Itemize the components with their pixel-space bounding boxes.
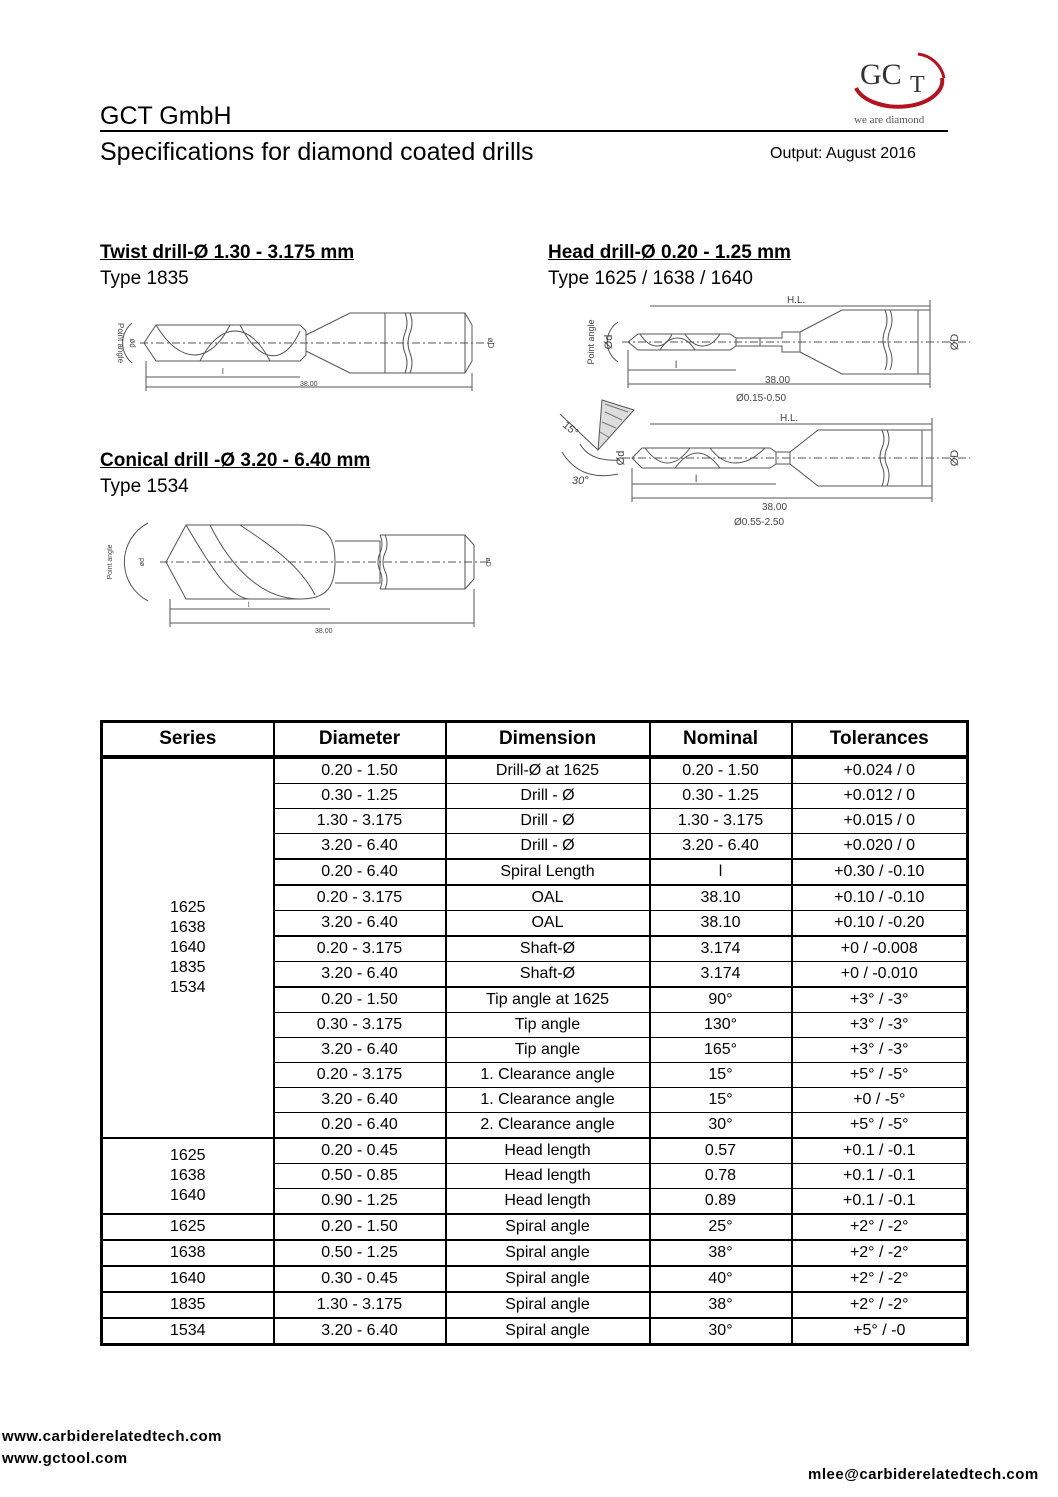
tolerance-cell: +0.012 / 0 bbox=[792, 784, 968, 809]
tolerance-cell: +0.1 / -0.1 bbox=[792, 1164, 968, 1189]
dimension-cell: Drill - Ø bbox=[446, 809, 650, 834]
diameter-cell: 0.30 - 3.175 bbox=[274, 1013, 446, 1038]
diameter-cell: 3.20 - 6.40 bbox=[274, 911, 446, 937]
table-row bbox=[102, 1318, 968, 1345]
nominal-cell: 130° bbox=[650, 1013, 792, 1038]
twist-drill-type: Type 1835 bbox=[100, 268, 189, 289]
nominal-cell: 3.174 bbox=[650, 962, 792, 988]
dimension-cell: Head length bbox=[446, 1189, 650, 1215]
dimension-cell: Spiral angle bbox=[446, 1318, 650, 1345]
gct-logo bbox=[848, 48, 952, 128]
diameter-cell: 3.20 - 6.40 bbox=[274, 1088, 446, 1113]
dimension-cell: Spiral angle bbox=[446, 1266, 650, 1292]
nominal-cell: 15° bbox=[650, 1063, 792, 1088]
dimension-cell: Tip angle bbox=[446, 1038, 650, 1063]
conical-drill-type: Type 1534 bbox=[100, 476, 189, 497]
tolerance-cell: +0.30 / -0.10 bbox=[792, 859, 968, 885]
table-row bbox=[102, 1292, 968, 1318]
company-name: GCT GmbH bbox=[100, 102, 232, 130]
dimension-cell: 1. Clearance angle bbox=[446, 1088, 650, 1113]
head2-l-label: l bbox=[695, 474, 698, 485]
head2-hl-label: H.L. bbox=[780, 413, 799, 424]
tolerance-cell: +0.10 / -0.20 bbox=[792, 911, 968, 937]
series-cell bbox=[102, 1214, 274, 1240]
tolerance-cell: +3° / -3° bbox=[792, 1038, 968, 1063]
conical-l-label: l bbox=[248, 602, 250, 609]
series-cell bbox=[102, 1266, 274, 1292]
tolerance-cell: +2° / -2° bbox=[792, 1292, 968, 1318]
diameter-cell: 0.30 - 1.25 bbox=[274, 784, 446, 809]
diameter-cell: 1.30 - 3.175 bbox=[274, 1292, 446, 1318]
twist-drill-title: Twist drill-Ø 1.30 - 3.175 mm bbox=[100, 242, 355, 263]
series-number: 1638 bbox=[169, 919, 206, 936]
website-link-2[interactable]: www.gctool.com bbox=[2, 1450, 128, 1467]
head1-hl-label: H.L. bbox=[787, 295, 806, 306]
diameter-cell: 0.20 - 0.45 bbox=[274, 1138, 446, 1164]
diameter-cell: 0.50 - 0.85 bbox=[274, 1164, 446, 1189]
series-number: 1625 bbox=[169, 1147, 206, 1164]
head1-len-label: 38.00 bbox=[765, 375, 791, 386]
head2-angle-30: 30° bbox=[572, 475, 589, 487]
conical-drill-title: Conical drill -Ø 3.20 - 6.40 mm bbox=[100, 450, 371, 471]
dimension-cell: 1. Clearance angle bbox=[446, 1063, 650, 1088]
tolerance-cell: +0 / -5° bbox=[792, 1088, 968, 1113]
spec-table bbox=[100, 720, 969, 1346]
dimension-cell: Shaft-Ø bbox=[446, 936, 650, 962]
nominal-cell: 15° bbox=[650, 1088, 792, 1113]
head1-l-label: l bbox=[675, 360, 678, 371]
diameter-cell: 1.30 - 3.175 bbox=[274, 809, 446, 834]
series-number: 1534 bbox=[169, 979, 206, 996]
tolerance-cell: +0.1 / -0.1 bbox=[792, 1189, 968, 1215]
nominal-cell: 3.174 bbox=[650, 936, 792, 962]
diameter-cell: 0.30 - 0.45 bbox=[274, 1266, 446, 1292]
head-drill-title: Head drill-Ø 0.20 - 1.25 mm bbox=[548, 242, 791, 263]
series-number: 1640 bbox=[169, 939, 206, 956]
tolerance-cell: +3° / -3° bbox=[792, 1013, 968, 1038]
head2-angle-15: 15° bbox=[560, 419, 581, 439]
tolerance-cell: +0.024 / 0 bbox=[792, 757, 968, 784]
dimension-cell: Shaft-Ø bbox=[446, 962, 650, 988]
diameter-cell: 3.20 - 6.40 bbox=[274, 834, 446, 860]
dimension-cell: OAL bbox=[446, 885, 650, 911]
head2-range-label: Ø0.55-2.50 bbox=[734, 517, 785, 528]
nominal-cell: 38.10 bbox=[650, 885, 792, 911]
head2-d-label: Ød bbox=[615, 450, 627, 466]
nominal-cell: 0.30 - 1.25 bbox=[650, 784, 792, 809]
twist-drill-drawing bbox=[100, 295, 500, 400]
conical-d-label: ød bbox=[139, 557, 146, 567]
dimension-cell: Tip angle at 1625 bbox=[446, 987, 650, 1013]
dimension-cell: Tip angle bbox=[446, 1013, 650, 1038]
series-number: 1835 bbox=[169, 959, 206, 976]
nominal-cell: 38° bbox=[650, 1240, 792, 1266]
diameter-cell: 0.50 - 1.25 bbox=[274, 1240, 446, 1266]
diameter-cell: 3.20 - 6.40 bbox=[274, 962, 446, 988]
series-number: 1640 bbox=[169, 1270, 206, 1287]
header-rule bbox=[100, 130, 948, 132]
nominal-cell: 90° bbox=[650, 987, 792, 1013]
dimension-cell: Head length bbox=[446, 1164, 650, 1189]
series-cell bbox=[102, 1138, 274, 1214]
header-nominal: Nominal bbox=[650, 722, 792, 758]
nominal-cell: 30° bbox=[650, 1318, 792, 1345]
nominal-cell: 25° bbox=[650, 1214, 792, 1240]
email-link[interactable]: mlee@carbiderelatedtech.com bbox=[808, 1466, 1039, 1483]
series-cell bbox=[102, 1240, 274, 1266]
tolerance-cell: +0 / -0.008 bbox=[792, 936, 968, 962]
tolerance-cell: +0.015 / 0 bbox=[792, 809, 968, 834]
website-link-1[interactable]: www.carbiderelatedtech.com bbox=[2, 1428, 223, 1445]
table-row bbox=[102, 1266, 968, 1292]
series-number: 1638 bbox=[169, 1244, 206, 1261]
dimension-cell: 2. Clearance angle bbox=[446, 1113, 650, 1139]
series-number: 1638 bbox=[169, 1167, 206, 1184]
table-row bbox=[102, 1214, 968, 1240]
diameter-cell: 0.20 - 3.175 bbox=[274, 1063, 446, 1088]
nominal-cell: 0.57 bbox=[650, 1138, 792, 1164]
tolerance-cell: +0.020 / 0 bbox=[792, 834, 968, 860]
head1-D-label: ØD bbox=[949, 333, 961, 351]
series-cell bbox=[102, 757, 274, 1138]
spec-table-body bbox=[102, 757, 968, 1345]
tolerance-cell: +2° / -2° bbox=[792, 1240, 968, 1266]
dimension-cell: Head length bbox=[446, 1138, 650, 1164]
twist-d-label: ød bbox=[128, 338, 137, 348]
tolerance-cell: +5° / -5° bbox=[792, 1063, 968, 1088]
head-drill-drawing-2 bbox=[550, 392, 980, 532]
table-header-row bbox=[102, 722, 968, 758]
diameter-cell: 0.20 - 3.175 bbox=[274, 936, 446, 962]
conical-D-label: øD bbox=[484, 557, 491, 567]
dimension-cell: Drill - Ø bbox=[446, 784, 650, 809]
svg-text:T: T bbox=[910, 72, 925, 98]
head2-D-label: ØD bbox=[949, 449, 961, 467]
twist-l-label: l bbox=[222, 367, 224, 376]
conical-drill-drawing bbox=[100, 505, 500, 640]
table-row bbox=[102, 1240, 968, 1266]
diameter-cell: 0.20 - 3.175 bbox=[274, 885, 446, 911]
dimension-cell: Spiral angle bbox=[446, 1214, 650, 1240]
dimension-cell: Spiral angle bbox=[446, 1240, 650, 1266]
series-number: 1625 bbox=[169, 899, 206, 916]
tolerance-cell: +0 / -0.010 bbox=[792, 962, 968, 988]
nominal-cell: 38° bbox=[650, 1292, 792, 1318]
series-cell bbox=[102, 1318, 274, 1345]
nominal-cell: 1.30 - 3.175 bbox=[650, 809, 792, 834]
tolerance-cell: +5° / -0 bbox=[792, 1318, 968, 1345]
tolerance-cell: +0.10 / -0.10 bbox=[792, 885, 968, 911]
nominal-cell: 30° bbox=[650, 1113, 792, 1139]
head2-len-label: 38.00 bbox=[762, 502, 788, 513]
series-number: 1640 bbox=[169, 1187, 206, 1204]
diameter-cell: 3.20 - 6.40 bbox=[274, 1038, 446, 1063]
diameter-cell: 3.20 - 6.40 bbox=[274, 1318, 446, 1345]
dimension-cell: Spiral Length bbox=[446, 859, 650, 885]
logo-text: GC bbox=[860, 58, 902, 91]
series-number: 1625 bbox=[169, 1218, 206, 1235]
header-tolerances: Tolerances bbox=[792, 722, 968, 758]
head-drill-type: Type 1625 / 1638 / 1640 bbox=[548, 268, 753, 289]
dimension-cell: OAL bbox=[446, 911, 650, 937]
table-row bbox=[102, 757, 968, 784]
header-dimension: Dimension bbox=[446, 722, 650, 758]
tolerance-cell: +0.1 / -0.1 bbox=[792, 1138, 968, 1164]
twist-len-label: 38.00 bbox=[300, 381, 318, 388]
diameter-cell: 0.20 - 1.50 bbox=[274, 757, 446, 784]
nominal-cell: 0.78 bbox=[650, 1164, 792, 1189]
dimension-cell: Spiral angle bbox=[446, 1292, 650, 1318]
tolerance-cell: +3° / -3° bbox=[792, 987, 968, 1013]
series-number: 1835 bbox=[169, 1296, 206, 1313]
nominal-cell: 40° bbox=[650, 1266, 792, 1292]
conical-len-label: 38.00 bbox=[315, 628, 333, 635]
nominal-cell: 3.20 - 6.40 bbox=[650, 834, 792, 860]
tolerance-cell: +5° / -5° bbox=[792, 1113, 968, 1139]
diameter-cell: 0.90 - 1.25 bbox=[274, 1189, 446, 1215]
head1-range-label: Ø0.15-0.50 bbox=[736, 393, 787, 404]
diameter-cell: 0.20 - 1.50 bbox=[274, 987, 446, 1013]
header-diameter: Diameter bbox=[274, 722, 446, 758]
header-series: Series bbox=[102, 722, 274, 758]
diameter-cell: 0.20 - 1.50 bbox=[274, 1214, 446, 1240]
diameter-cell: 0.20 - 6.40 bbox=[274, 1113, 446, 1139]
output-date: Output: August 2016 bbox=[770, 145, 916, 162]
page-title: Specifications for diamond coated drills bbox=[100, 138, 534, 166]
nominal-cell: 38.10 bbox=[650, 911, 792, 937]
diameter-cell: 0.20 - 6.40 bbox=[274, 859, 446, 885]
dimension-cell: Drill - Ø bbox=[446, 834, 650, 860]
twist-point-angle: Point angle bbox=[116, 322, 125, 364]
conical-point-angle: Point angle bbox=[107, 544, 114, 580]
nominal-cell: 0.89 bbox=[650, 1189, 792, 1215]
table-row bbox=[102, 1138, 968, 1164]
head1-d-label: Ød bbox=[603, 334, 615, 350]
nominal-cell: 165° bbox=[650, 1038, 792, 1063]
head1-point-angle: Point angle bbox=[586, 319, 596, 365]
series-number: 1534 bbox=[169, 1322, 206, 1339]
dimension-cell: Drill-Ø at 1625 bbox=[446, 757, 650, 784]
nominal-cell: 0.20 - 1.50 bbox=[650, 757, 792, 784]
nominal-cell: l bbox=[650, 859, 792, 885]
tolerance-cell: +2° / -2° bbox=[792, 1266, 968, 1292]
tolerance-cell: +2° / -2° bbox=[792, 1214, 968, 1240]
series-cell bbox=[102, 1292, 274, 1318]
logo-tagline: we are diamond bbox=[854, 114, 925, 126]
twist-D-label: øD bbox=[486, 337, 495, 349]
head-drill-drawing-1 bbox=[560, 292, 980, 407]
